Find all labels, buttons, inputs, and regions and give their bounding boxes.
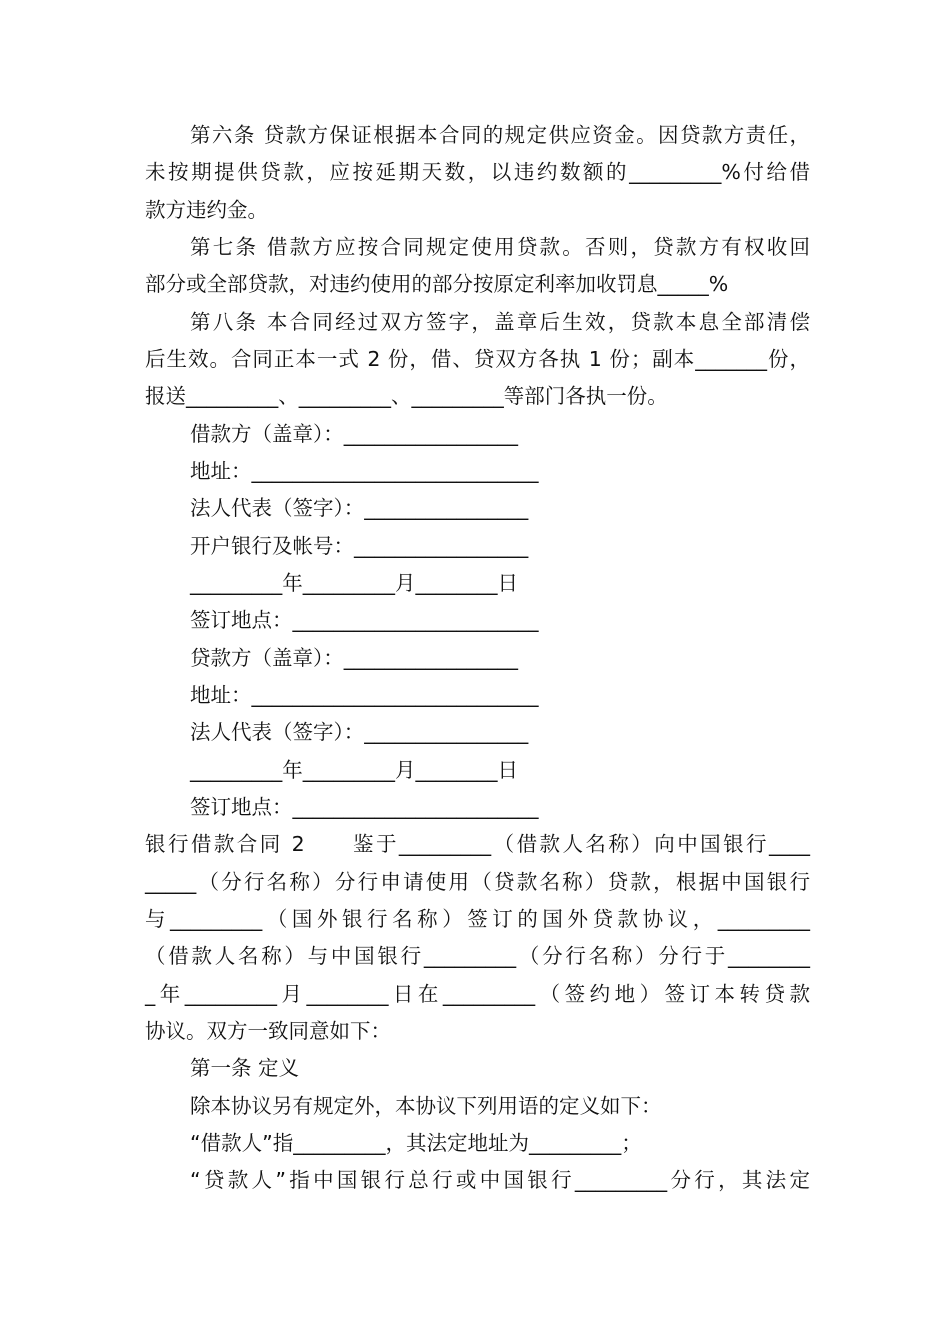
contract-2-line-1: 银行借款合同 2 鉴于_________（借款人名称）向中国银行____ <box>145 832 810 856</box>
definitions-intro: 除本协议另有规定外，本协议下列用语的定义如下： <box>190 1094 662 1118</box>
article-7-line-2: 部分或全部贷款，对违约使用的部分按原定利率加收罚息_____% <box>145 272 729 296</box>
lender-legal-rep-field: 法人代表（签字）：________________ <box>190 720 529 744</box>
article-6-line-1: 第六条 贷款方保证根据本合同的规定供应资金。因贷款方责任， <box>190 123 810 147</box>
article-8-line-3: 报送_________、_________、_________等部门各执一份。 <box>145 384 668 408</box>
borrower-bank-account-field: 开户银行及帐号：_________________ <box>190 534 529 558</box>
definition-borrower: “借款人”指_________，其法定地址为_________； <box>190 1131 642 1155</box>
contract-2-line-2: _____（分行名称）分行申请使用（贷款名称）贷款，根据中国银行 <box>145 870 810 894</box>
lender-date-field: _________年_________月________日 <box>190 758 518 782</box>
borrower-address-field: 地址：____________________________ <box>190 459 539 483</box>
borrower-legal-rep-field: 法人代表（签字）：________________ <box>190 496 529 520</box>
contract-2-line-4: （借款人名称）与中国银行_________（分行名称）分行于________ <box>145 944 810 968</box>
article-6-line-3: 款方违约金。 <box>145 198 268 222</box>
article-1-heading: 第一条 定义 <box>190 1056 300 1080</box>
borrower-date-field: _________年_________月________日 <box>190 571 518 595</box>
contract-2-line-5: _年_________月________日在_________（签约地）签订本转贷款 <box>145 982 810 1006</box>
definition-lender: “贷款人”指中国银行总行或中国银行_________分行，其法定 <box>190 1168 810 1192</box>
article-8-line-2: 后生效。合同正本一式 2 份，借、贷双方各执 1 份；副本_______份， <box>145 347 810 371</box>
contract-2-line-6: 协议。双方一致同意如下： <box>145 1019 391 1043</box>
article-7-line-1: 第七条 借款方应按合同规定使用贷款。否则，贷款方有权收回 <box>190 235 810 259</box>
contract-2-line-3: 与_________（国外银行名称）签订的国外贷款协议，_________ <box>145 907 810 931</box>
lender-seal-field: 贷款方（盖章）：_________________ <box>190 646 518 670</box>
borrower-seal-field: 借款方（盖章）：_________________ <box>190 422 518 446</box>
article-6-line-2: 未按期提供贷款，应按延期天数，以违约数额的_________%付给借 <box>145 160 810 184</box>
lender-signing-place-field: 签订地点：________________________ <box>190 795 539 819</box>
article-8-line-1: 第八条 本合同经过双方签字，盖章后生效，贷款本息全部清偿 <box>190 310 810 334</box>
borrower-signing-place-field: 签订地点：________________________ <box>190 608 539 632</box>
lender-address-field: 地址：____________________________ <box>190 683 539 707</box>
